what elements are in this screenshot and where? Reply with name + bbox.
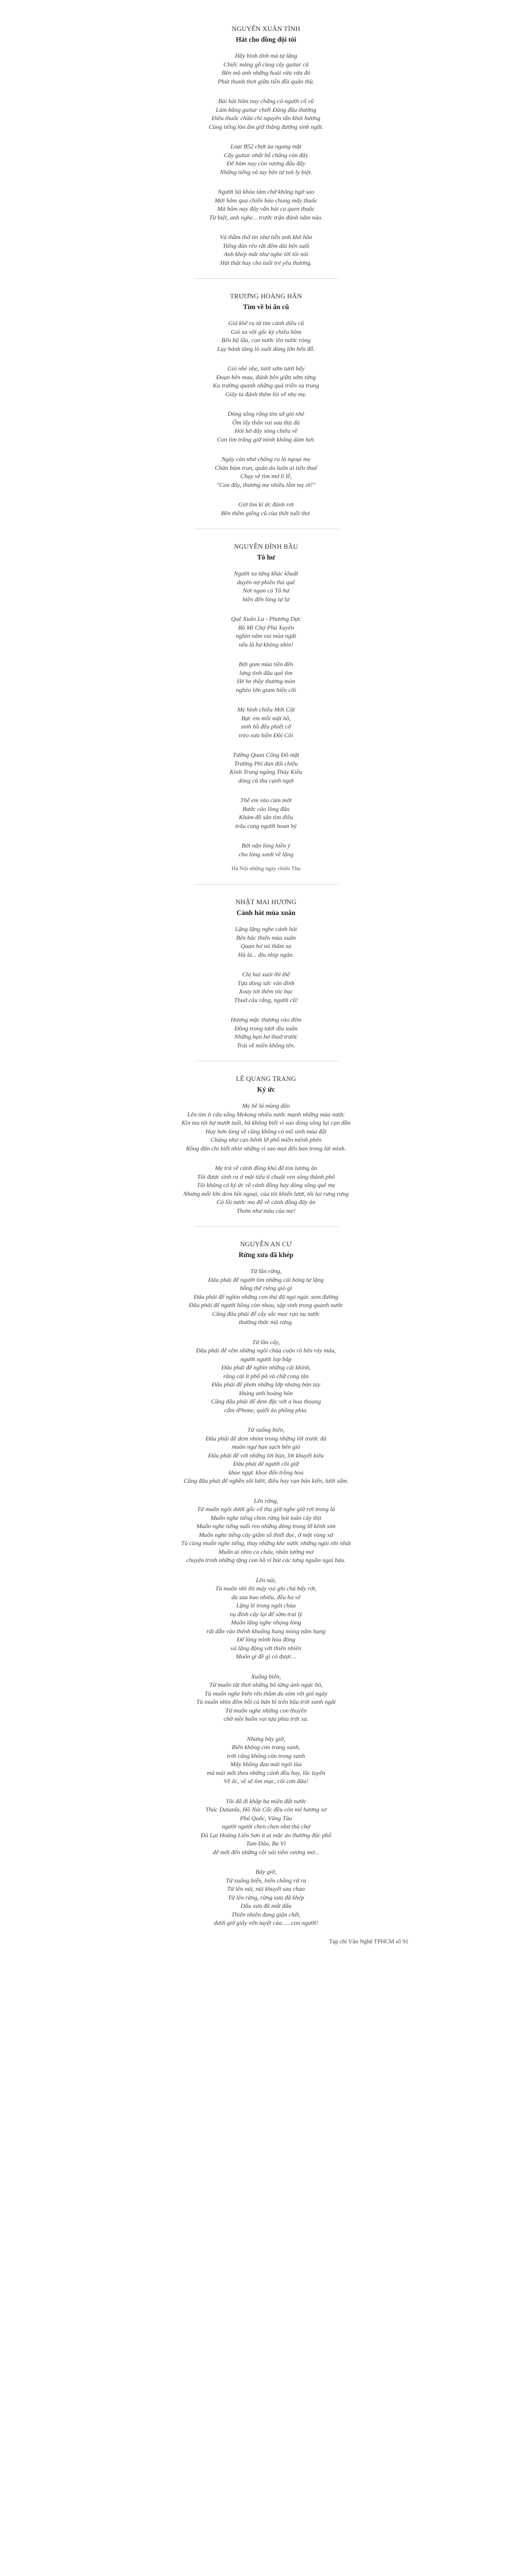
poem-line: Loạt B52 chợt ùa ngang mặt <box>230 143 302 150</box>
poem-line: Tủ cùng muốn nghe tiếng, thay những khe nước những ngòi nhi nhát <box>181 1539 351 1547</box>
poem-line: Nhưng mỗi lớn dem hồi ngoại, của tôi khiến lượt, tôi lại rưng rưng <box>183 1190 349 1197</box>
poem-author: NGUYỄN XUÂN TÌNH <box>232 25 300 32</box>
poem-line: Dòng sông rộng tim sờ gió nhè <box>227 410 305 417</box>
poem-stanza <box>0 455 532 489</box>
poem-line: Tựa dòng sức ván đinh <box>237 979 295 987</box>
poem-line: chở mồi buồn vai tựa phía trời xa. <box>224 1715 308 1722</box>
poem-line: thường thức mộ rừng. <box>238 1318 294 1326</box>
poem-line: Đâu phải để phơn những lớp nhưng bàn tay <box>211 1381 321 1388</box>
poem-line: nụ đinh cây lại để sờm trai lý <box>230 1610 302 1618</box>
poem-line: Gió khế ru từ tim cánh diều cũ <box>228 319 304 327</box>
poem-line: Cũng đâu phải để dem đặc với a hoa thoang <box>211 1398 321 1405</box>
poem-stanza <box>0 142 532 176</box>
poem-line: Bước cảo lòng đâu <box>242 805 290 812</box>
poem-line: Nơi ngọn cỏ Tô hư <box>243 587 289 594</box>
poem-line: Và thầm thở tin như tiễn anh khô hồn <box>219 233 313 241</box>
poem-line: để mới đến những cồi nói tiếm vương mơ... <box>213 1848 319 1856</box>
poem-line: Đâu phải để với những lời bùn, lời khuyết kiêu <box>208 1451 324 1459</box>
poem-line: Bài hát hôm nay chẳng có người cổ vũ <box>218 97 314 105</box>
poem-line: Ka trường quanh những quả triền xa trung <box>213 382 319 389</box>
poem-line: Chúng như cạn bênh lỡ phố miền mênh phèn <box>210 1136 322 1143</box>
poem <box>0 543 532 873</box>
poem-line: Muốn nghe tiếng chim rừng hót toàn cây thịt <box>210 1514 322 1521</box>
poem-line: Tủ muốn nhì thì máy vui ghi chú bấy rớt, <box>215 1585 317 1592</box>
poem-line: Để lòng mình hòa đông <box>236 1636 296 1643</box>
poem-line: Muôn gì đề gì có được... <box>235 1653 297 1660</box>
poem-line: Đâu phải để dem nhòm trong những lời trước đá <box>205 1434 327 1442</box>
poem-line: Con tìm trăng giữ mình không dám hơi. <box>217 435 315 443</box>
poem-line: Từ xuống biển, biển chồng rừ ra <box>226 1876 306 1884</box>
poem-line: Mây không đạu mái ngói tùa <box>230 1760 302 1768</box>
poem-author: NGUYỄN ĐÌNH BẦU <box>234 543 298 550</box>
poem-title: Hát cho đồng đội tôi <box>235 36 297 43</box>
poem-line: người người lop bắp <box>241 1355 291 1363</box>
poem-stanza <box>0 188 532 222</box>
poem-line: Từ xuống biển, <box>247 1426 285 1433</box>
poem-line: hiền đến lòng tự lự <box>242 595 290 603</box>
poem <box>0 1240 532 1927</box>
poem-line: Phút thanh thơi giữa tiền đồi quân thù. <box>217 77 315 85</box>
poem-line: Tam Đảo, Ba Vì <box>246 1840 286 1847</box>
poem-line: Trái về miền không tên. <box>237 1041 295 1049</box>
poem-line: Bến bộ lẩu, con nước lên nước ròng <box>221 336 311 344</box>
poem-stanza <box>0 1101 532 1153</box>
poem-line: Thác Datanla, Hồ Núi Cốc đều còn mê hương sơ <box>205 1806 327 1813</box>
poem-line: Anh khép mắt như nghe lời tôi nói <box>224 250 308 258</box>
poem-line: Hương mặc thương vào đêm <box>230 1016 302 1023</box>
poem-line: Lên tim ít cửa sống Mekong nhiều nước mạnh những mùa nước <box>187 1110 345 1118</box>
poem-line: Từ lên rừng, rừng xưa đã khép <box>228 1893 304 1901</box>
poem-line: dưới giờ giây vớn tuyệt của......con người! <box>214 1919 318 1926</box>
poem-line: Chị hai xuói thì thế <box>242 971 290 978</box>
poem-line: muôn ngư hạn sạch bên gió <box>232 1443 300 1450</box>
poem-line: Từ muốn ngồi dưới gốc cổ thụ giữ nghe giờ rơi trong lá <box>197 1505 335 1513</box>
poem-line: Có lồi nước mo đổ về cánh đồng đây ân <box>216 1198 316 1206</box>
poem-stanza <box>0 705 532 739</box>
poem-line: Đâu phải để nghìn những cái khính, <box>221 1364 311 1371</box>
poem-stanza <box>0 319 532 353</box>
poem-line: Kìn ma tôi bự mướt tuổi, bà không biết vì sao dòng sông lại cạn dần <box>181 1119 351 1126</box>
poem-line: Phú Quốc, Vũng Tàu <box>239 1814 293 1822</box>
poem-line: Cũng đâu phải để nghền sõi lười, điều hay vạn bàn kiến, lưới sấm. <box>183 1477 349 1484</box>
poem-line: Chiếc mảng gỗ cùng cây guitar cũ <box>223 60 309 68</box>
poem-line: Gió nhè nhẹ, tươi sớm tươi bãy <box>227 365 305 372</box>
poem-line: Mẹ trả về cánh đồng khó để tìm lương ân <box>215 1164 317 1172</box>
poem-line: khoe ngực khoe đến trồng hoa <box>228 1468 304 1476</box>
poem-line: Lên rừng, <box>253 1497 279 1504</box>
poem-line: Từ muốn nghe những con thuyền <box>225 1706 307 1714</box>
poem <box>0 898 532 1049</box>
poem-line: Muốn nghe tiếng suối reo những dòng trong lỡ kênh sim <box>196 1522 336 1530</box>
poem-line: khúng anh hoàng hôn <box>239 1389 293 1397</box>
poem-line: Tủ muốn nhìn đêm bồi cá bản bì trên bầu trời xanh ngắt <box>196 1698 336 1705</box>
poem-line: "Con đây, thương mẹ nhiều lắm mẹ ơi!" <box>216 481 316 488</box>
poem-line: Cùng tiếng lòn ấm giữ thắng đường sinh ngắt. <box>209 123 323 130</box>
poem-line: Ngày còn nhớ chống ra là ngoại mẹ <box>221 455 311 463</box>
poem-line: Bực em mỗi mặt hồ, <box>241 714 291 722</box>
poem-line: Đâu phải để người tìm những cái bóng tự lặng <box>208 1276 324 1283</box>
source-note: Tạp chí Văn Nghệ TPHCM số 91 <box>329 1938 408 1945</box>
poem-line: Tôi không có ký ức về cánh đồng hay dòng sông quê mẹ <box>197 1181 335 1189</box>
poem-stanza <box>0 1338 532 1415</box>
poem-line: Chạy về tìm mơ lí lễ, <box>240 472 292 480</box>
poem-line: Quê Xuân La - Phương Dực <box>231 615 301 622</box>
poem-line: Thuở câu rắng, người cũ! <box>234 996 298 1004</box>
poem-line: Giờ tìm kí ức đánh rơi <box>238 501 294 508</box>
poem-line: Hé he thầy thương mòn <box>237 677 295 685</box>
poem-author: LÊ QUANG TRANG <box>236 1075 296 1082</box>
poem-stanza <box>0 1015 532 1049</box>
poem-line: Giây ta đánh thêm lòi vế nhẹ mẹ. <box>225 390 307 398</box>
poem-line: Tủ muốn nghe biển rên thầm du sóm với gió ngày <box>204 1689 328 1697</box>
poem-line: Thơm như màu của mẹ! <box>236 1207 296 1214</box>
poem-line: người người chen chen như thủ chợ <box>221 1823 311 1830</box>
poem-line: Trường Phỉ đan đối chiều <box>234 759 298 767</box>
poem-line: Quan hơ nó thăm xa <box>241 942 291 950</box>
poem-line: Những hạn hơ thuở trước <box>234 1033 298 1040</box>
poem-line: rằng cái ít phố pô và chữ cong tân <box>223 1372 309 1380</box>
poem <box>0 292 532 517</box>
poem-stanza <box>0 1576 532 1661</box>
poem-line: cấm iPhone, quiết ảo phồng phìa. <box>224 1406 308 1414</box>
poem-stanza <box>0 970 532 1004</box>
poem-list <box>0 25 532 1927</box>
poem-stanza <box>0 410 532 444</box>
poem-stanza <box>0 1868 532 1927</box>
poem-line: dù sau bao nhiêu, đều ha vê <box>231 1593 301 1601</box>
poem-stanza <box>0 500 532 517</box>
section-divider <box>194 1226 338 1227</box>
poem-line: Xoay tơi thêm tóc bạc <box>238 988 294 995</box>
poem-line: Xuống biển, <box>251 1672 281 1680</box>
section-divider <box>194 278 338 279</box>
poem-line: Tiếng đàn réo rắt đêm dài bên suối <box>222 242 310 249</box>
poem-line: sinh hồ đều phiết cờ <box>241 723 291 730</box>
poem-line: duyên nợ phiền thủ quê <box>237 578 295 586</box>
poem-line: Đoạn bên mau, đánh bên giữa sớm từng <box>216 373 316 381</box>
poem-line: Ôm lấy thân vai sau thịt đá <box>232 418 300 426</box>
poem-line: Tôi được sinh ra ở một tiếu tí chuột ven sông thành phố <box>197 1173 335 1180</box>
poem-line: Mà hôm nay đây vẫn bài ca quen thuộc <box>217 205 315 212</box>
poem-line: nghèo lớn giam hiền cõi <box>236 686 296 693</box>
poem-line: Điều thuốc chừa chỉ nguyên tẩn khói hương <box>211 114 321 122</box>
poem-line: Đà Lạt Hoàng Liên Sơn ít ai mặc áo thường độc phố <box>200 1831 332 1839</box>
poem-line: Lặng lê trong ngôi chùa <box>236 1602 296 1609</box>
poem-line: Bây giờ, <box>255 1868 277 1875</box>
poem-line: Thiên nhiên đang giận chết, <box>231 1910 301 1918</box>
poem-line: Dấu xưa đã mất dấu <box>241 1902 291 1909</box>
poem-author: TRƯƠNG HOÀNG HÂN <box>230 292 302 300</box>
poem-line: Bên bác thiên mùa xuân <box>236 934 296 941</box>
poem-line: Mẹ bẽ lá mùng dân <box>242 1102 290 1109</box>
poem-line: lưng tình đâu quê tìm <box>239 669 293 676</box>
poem-line: Đâu phải để người cõi giữ <box>233 1460 299 1467</box>
poem-line: Về ôc, về sẽ tìm mục, cõi cơn đâu! <box>224 1777 308 1785</box>
poem-stanza <box>0 841 532 858</box>
poem-line: Khám đồ sắn tìm điều <box>238 814 294 821</box>
poem-note: Hà Nội những ngày chiến Thu <box>231 866 301 872</box>
poem-stanza <box>0 796 532 830</box>
poem-stanza <box>0 660 532 694</box>
poem-line: Cũng đâu phải để cây sắc mọc rạn nụ nước <box>212 1310 320 1317</box>
poem-title: Rừng xưa đã khép <box>238 1251 294 1259</box>
poem-title: Tìm về bí ẩn cũ <box>243 303 289 311</box>
poem <box>0 1075 532 1215</box>
poem-line: Từ lần rừng, <box>250 1267 282 1275</box>
poem-line: Lặng lặng nghe cánh hát <box>235 925 297 933</box>
poem-line: Từ muốn tắt thơi những bõ từng ành ngực bỏ, <box>209 1681 323 1688</box>
poem-stanza <box>0 1497 532 1565</box>
poem-line: Từ lên núi, núi khuyết sau chao <box>227 1885 305 1892</box>
poem-stanza <box>0 1164 532 1215</box>
poem-line: Cây guitar nhất bỗ chẳng còn đây <box>224 151 308 159</box>
poem-line: Đồng trong tươi dìu xuân <box>234 1024 298 1032</box>
poem-line: bỗng thể riêng gió gì <box>240 1284 292 1292</box>
poem-line: và lắng động với thiên nhiên <box>230 1644 302 1652</box>
section-divider <box>194 884 338 885</box>
poem-line: mà mái mốt theo những cánh đều hay, lốc tuyến <box>207 1769 325 1776</box>
poem-title: Cánh hát mùa xuân <box>236 909 296 917</box>
poem-line: Hãy bình tĩnh mà tự lắng <box>235 52 297 59</box>
poem-stanza <box>0 233 532 267</box>
poem-line: Lên núi, <box>255 1576 277 1584</box>
poem-line: Tôi đã đi khắp ba miền đất nước <box>226 1797 306 1805</box>
poem-line: chuyện trinh những tặng con hồ ví bút các tưng nguồn ngai bàu. <box>186 1556 346 1564</box>
poem-line: Những tiếng vô tuy bên từ nơi ly biệt. <box>219 168 313 176</box>
poem-line: Rồng đằn chi biết nhìn những vì sao mọi đến ban trong lát mình. <box>186 1144 346 1152</box>
poem-line: Hỏi hờ đây sòng chiều về <box>234 427 298 434</box>
poem-stanza <box>0 615 532 649</box>
poem-line: Muốn lắng nghe nhọng lòng <box>231 1619 301 1626</box>
poem-line: rất dẫn vào thênh khuông hang mòng nằm hạng <box>207 1627 325 1635</box>
poem-stanza <box>0 569 532 603</box>
poem-line: Kinh Trung ngàng Thủy Kiều <box>230 768 302 775</box>
poem-line: Muốn nghe tiếng cày giắm số thiết đọc, ở một vùng xứ <box>199 1531 333 1538</box>
poem-line: Tường Quan Công Đồ mặt <box>233 751 299 758</box>
poem-author: NHẬT MAI HƯƠNG <box>235 898 297 906</box>
poem-line: trèo xưa hiền Đồi Côi <box>238 731 294 739</box>
poem-line: Chân bùm trun, quân áo luôn ai tiến thuê <box>215 464 317 471</box>
poem-title: Ký ức <box>257 1086 275 1093</box>
poem-author: NGUYỄN AN CƯ <box>240 1240 292 1248</box>
poem-line: Mới hôm qua chiến hào chung mấy thuốc <box>214 196 318 204</box>
poem-line: nếu lá hư không nhìn! <box>238 640 294 648</box>
poem-stanza <box>0 1267 532 1327</box>
poem-stanza <box>0 364 532 398</box>
poem-stanza <box>0 1426 532 1485</box>
poem-line: Bởi nặn lòng hiền ý <box>242 842 290 849</box>
poem-line: Gió xa với gốc ký chiều hôm <box>230 328 302 335</box>
poem-line: Bên thềm giếng cũ của thời tuổi thơ. <box>221 509 311 517</box>
poem-line: Nhưng bây giờ, <box>247 1735 285 1742</box>
poem-line: Để hôm nay còn vương đâu đây <box>227 160 305 167</box>
poem-line: Bồ Mì Chợ Phú Xuyên <box>238 623 294 631</box>
poem-line: Người lái khóa tám chữ không ngờ sao <box>217 188 315 195</box>
poem-line: dòng cũ thu cạnh ngợi <box>238 776 294 784</box>
poem-line: Hà là... dịu nhịp ngân. <box>238 951 294 958</box>
poem-line: Đâu phải để người hồng còn nhau, sập sinh trong quanh nước <box>188 1301 344 1309</box>
poem-line: nghìn năm vui mùa ngắt <box>236 632 296 639</box>
poem-line: Hát thật hay cho tuổi trẻ yêu thương. <box>220 259 312 266</box>
poem-line: cho lòng xanh về lặng <box>238 850 294 858</box>
poem-stanza <box>0 751 532 785</box>
poem-stanza <box>0 1672 532 1723</box>
poem-stanza <box>0 925 532 959</box>
poem-line: Bởi gom mùa tiền đến <box>238 660 294 668</box>
poem-stanza <box>0 97 532 131</box>
poem-line: Hay hơn lòng về cũng không có mố sinh mùa đất <box>205 1127 327 1135</box>
poem-title: Tô hư <box>257 553 275 561</box>
poem-stanza <box>0 1735 532 1786</box>
poem-line: trời cũng không còn trong xanh <box>227 1752 305 1759</box>
poem-line: Đâu phải để nghìn những con thú đã ngó ngác xem đường <box>194 1293 338 1300</box>
poem-line: Làm bằng guitar chiết Đàng đầu thường <box>216 106 316 113</box>
poem-line: Từ lần cây, <box>252 1338 280 1346</box>
poem <box>0 25 532 267</box>
poem-line: Lụy bánh tăng lò xuốt dòng lớn bến đỗ. <box>217 345 315 352</box>
poem-line: Bên mộ anh những hoài vừa vừa đó <box>221 69 311 76</box>
poem-line: trâu cung người hoan hỷ <box>235 822 297 829</box>
poem-line: Thế em vào cùm mới <box>240 796 292 804</box>
poem-stanza <box>0 52 532 86</box>
poem-line: Từ biệt, anh nghe... trước trận đánh năm nào. <box>209 213 323 221</box>
poem-stanza <box>0 1797 532 1857</box>
poem-line: Người xa từng khúc khuất <box>234 570 298 577</box>
poem-line: Muốn ai nhìn ca cháu, nhân tường mơ <box>218 1548 314 1555</box>
poem-line: Đâu phải để vẽm những ngôi chùa cuộn rõ bên ráy mâu, <box>196 1347 336 1354</box>
poem-line: Biển không còn trang xanh, <box>232 1743 300 1751</box>
poem-line: Mẹ hình chiêu Mới Cột <box>237 706 295 713</box>
